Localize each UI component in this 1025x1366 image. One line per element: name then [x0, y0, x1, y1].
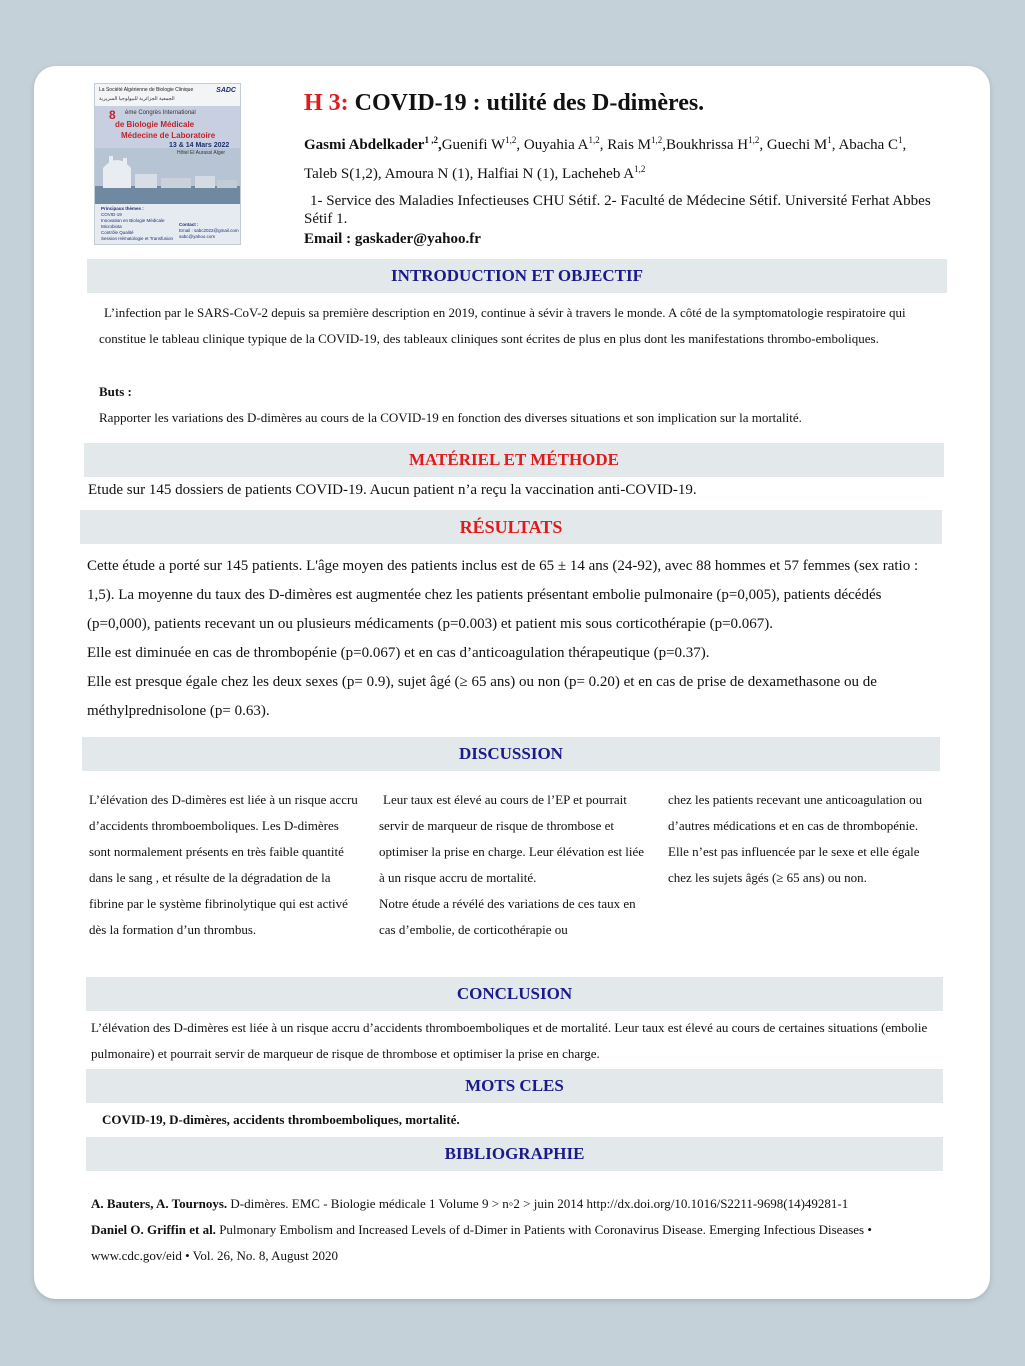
authors-line-2-sup: 1,2 — [634, 164, 646, 174]
logo-dates: 13 & 14 Mars 2022 — [169, 142, 230, 149]
ref-text: Pulmonary Embolism and Increased Levels of d-Dimer in Patients with Coronavirus Disease. Emerging Infectious Diseases • www.cdc.gov/eid • Vol. 26, No. 8, August 2020 — [91, 1222, 872, 1263]
logo-venue: Hôtel El Aurassi Alger — [177, 150, 226, 156]
ref-text: D-dimères. EMC - Biologie médicale 1 Volume 9 > n◦2 > juin 2014 http://dx.doi.org/10.1016/S2211-9698(14)49281-1 — [227, 1196, 849, 1211]
logo-edition: 8 — [109, 108, 116, 122]
author — [838, 137, 902, 153]
intro-buts-label: Buts : — [99, 384, 132, 399]
bibliography-ref — [91, 1217, 943, 1269]
author — [607, 137, 662, 153]
discussion-column-2a: Leur taux est élevé au cours de l’EP et pourrait servir de marqueur de risque de thrombose et optimiser la prise en charge. Leur élévation est liée à un risque accru de mortalité. — [379, 792, 645, 885]
author-name: Ouyahia A — [523, 137, 589, 153]
bibliography-heading: BIBLIOGRAPHIE — [86, 1137, 943, 1171]
authors-line-2-text: Taleb S(1,2), Amoura N (1), Halfiai N (1), Lacheheb A — [304, 166, 635, 182]
author-sup: 1,2 — [588, 135, 600, 145]
first-author: Gasmi Abdelkader — [304, 137, 425, 153]
logo-contact-title: Contact : — [179, 222, 199, 227]
logo-theme-item: Innovation en Biologie Médicale — [101, 218, 165, 223]
logo-sadc: SADC — [216, 87, 236, 94]
poster-code: H 3: — [304, 90, 349, 116]
bibliography-ref — [91, 1191, 943, 1217]
affiliations: 1- Service des Maladies Infectieuses CHU Sétif. 2- Faculté de Médecine Sétif. Université Ferhat Abbes Sétif 1. — [304, 193, 931, 227]
methods-text: Etude sur 145 dossiers de patients COVID-19. Aucun patient n’a reçu la vaccination anti-COVID-19. — [88, 482, 697, 498]
author-sup: 1,2 — [748, 135, 760, 145]
email: Email : gaskader@yahoo.fr — [304, 231, 481, 247]
intro-heading: INTRODUCTION ET OBJECTIF — [87, 259, 947, 293]
author-sup: 1 — [827, 135, 832, 145]
authors-line-1: Gasmi Abdelkader$^{1 ,2}$, Guenifi W$^{1,2}$, Ouyahia A$^{1,2}$, Rais M$^{1,2}$,Boukhrissa H$^{1,2}$, Guechi $M^1$, Abacha $C^1$, — [304, 135, 907, 153]
author-name: Guenifi W — [441, 137, 506, 153]
keywords-heading: MOTS CLES — [86, 1069, 943, 1103]
author-sup: 1,2 — [505, 135, 517, 145]
ref-authors: A. Bauters, A. Tournoys. — [91, 1196, 228, 1211]
methods-heading: MATÉRIEL ET MÉTHODE — [84, 443, 944, 477]
intro-buts-text: Rapporter les variations des D-dimères au cours de la COVID-19 en fonction des diverses situations et son implication sur la mortalité. — [99, 410, 802, 425]
city-skyline-icon — [95, 148, 240, 204]
bibliography-list — [91, 1191, 943, 1269]
author — [442, 137, 517, 153]
conclusion-heading: CONCLUSION — [86, 977, 943, 1011]
intro-paragraph: L’infection par le SARS-CoV-2 depuis sa première description en 2019, continue à sévir à travers le monde. A côté de la symptomatologie respiratoire qui constitue le tableau clinique typique de la COVID-19, des tableaux cliniques sont écrites de plus en plus dont les manifestations thrombo-emboliques. — [99, 305, 906, 346]
logo-themes-title: Principaux thèmes : — [101, 206, 144, 211]
author — [666, 137, 759, 153]
discussion-column-3: chez les patients recevant une anticoagulation ou d’autres médications et en cas de thrombopénie. Elle n’est pas influencée par le sexe et elle égale chez les sujets âgés (≥ 65 ans) ou non. — [668, 792, 923, 885]
logo-society: La Société Algérienne de Biologie Clinique — [99, 87, 194, 93]
logo-city-image — [95, 148, 240, 204]
poster-title — [304, 90, 704, 117]
logo-theme-item: COVID-19 — [101, 212, 122, 217]
congress-logo — [94, 83, 241, 245]
logo-theme-item: Session Hématologie et Transfusion — [101, 236, 174, 241]
author-name: Abacha C — [838, 137, 898, 153]
author-sup: 1,2 — [651, 135, 663, 145]
author — [524, 137, 600, 153]
first-author-sup: 1 ,2 — [424, 135, 438, 145]
logo-congress: ème Congrès International — [125, 110, 196, 116]
conclusion-text: L’élévation des D-dimères est liée à un risque accru d’accidents thromboemboliques et de mortalité. Leur taux est élevé au cours de certaines situations (embolie pulmonaire) et pourrait servir de marqueur de risque de thrombose et optimiser la prise en charge. — [91, 1020, 928, 1061]
discussion-column-2b: Notre étude a révélé des variations de ces taux en cas d’embolie, de corticothérapie ou — [379, 896, 636, 937]
ref-authors: Daniel O. Griffin et al. — [91, 1222, 216, 1237]
keywords-text: COVID-19, D-dimères, accidents thromboemboliques, mortalité. — [102, 1112, 460, 1127]
discussion-heading: DISCUSSION — [82, 737, 940, 771]
poster-title-text: COVID-19 : utilité des D-dimères. — [348, 90, 705, 116]
discussion-column-1: L’élévation des D-dimères est liée à un risque accru d’accidents thromboemboliques. Les D-dimères sont normalement présents en très faible quantité dans le sang , et résulte de la dégradation de la fibrine par le système fibrinolytique qui est activé dès la formation d’un thrombus. — [89, 792, 358, 937]
author-sup: 1 — [898, 135, 903, 145]
author-name: Boukhrissa H — [666, 137, 749, 153]
author — [767, 137, 832, 153]
authors-line-2 — [304, 166, 645, 183]
author-name: Guechi M — [766, 137, 828, 153]
results-heading: RÉSULTATS — [80, 510, 942, 544]
logo-line2: Médecine de Laboratoire — [121, 131, 216, 140]
logo-contact — [179, 222, 239, 240]
logo-contact-line: Email : sabc2022@gmail.com — [179, 228, 239, 233]
logo-contact-line: sabc@yahoo.com — [179, 234, 216, 239]
discussion-column-2 — [379, 787, 649, 943]
logo-theme-item: Microbiota — [101, 224, 122, 229]
results-paragraph-2: Elle est diminuée en cas de thrombopénie (p=0.067) et en cas d’anticoagulation thérapeutique (p=0.37). — [87, 645, 710, 661]
logo-themes — [101, 206, 173, 242]
logo-line1: de Biologie Médicale — [115, 120, 195, 129]
logo-theme-item: Contrôle Qualité — [101, 230, 134, 235]
results-paragraph-1: Cette étude a porté sur 145 patients. L'âge moyen des patients inclus est de 65 ± 14 ans (24-92), avec 88 hommes et 57 femmes (sex ratio : 1,5). La moyenne du taux des D-dimères est augmentée chez les patients présentant embolie pulmonaire (p=0,005), patients décédés (p=0,000), patients recevant un ou plusieurs médicaments (p=0.003) et patient mis sous corticothérapie (p=0.067). — [87, 558, 919, 632]
author-name: Rais M — [607, 137, 651, 153]
results-paragraph-3: Elle est presque égale chez les deux sexes (p= 0.9), sujet âgé (≥ 65 ans) ou non (p= 0.20) et en cas de prise de dexamethasone ou de méthylprednisolone (p= 0.63). — [87, 674, 877, 719]
logo-arabic: الجمعية الجزائرية للبيولوجيا السريرية — [99, 96, 175, 102]
